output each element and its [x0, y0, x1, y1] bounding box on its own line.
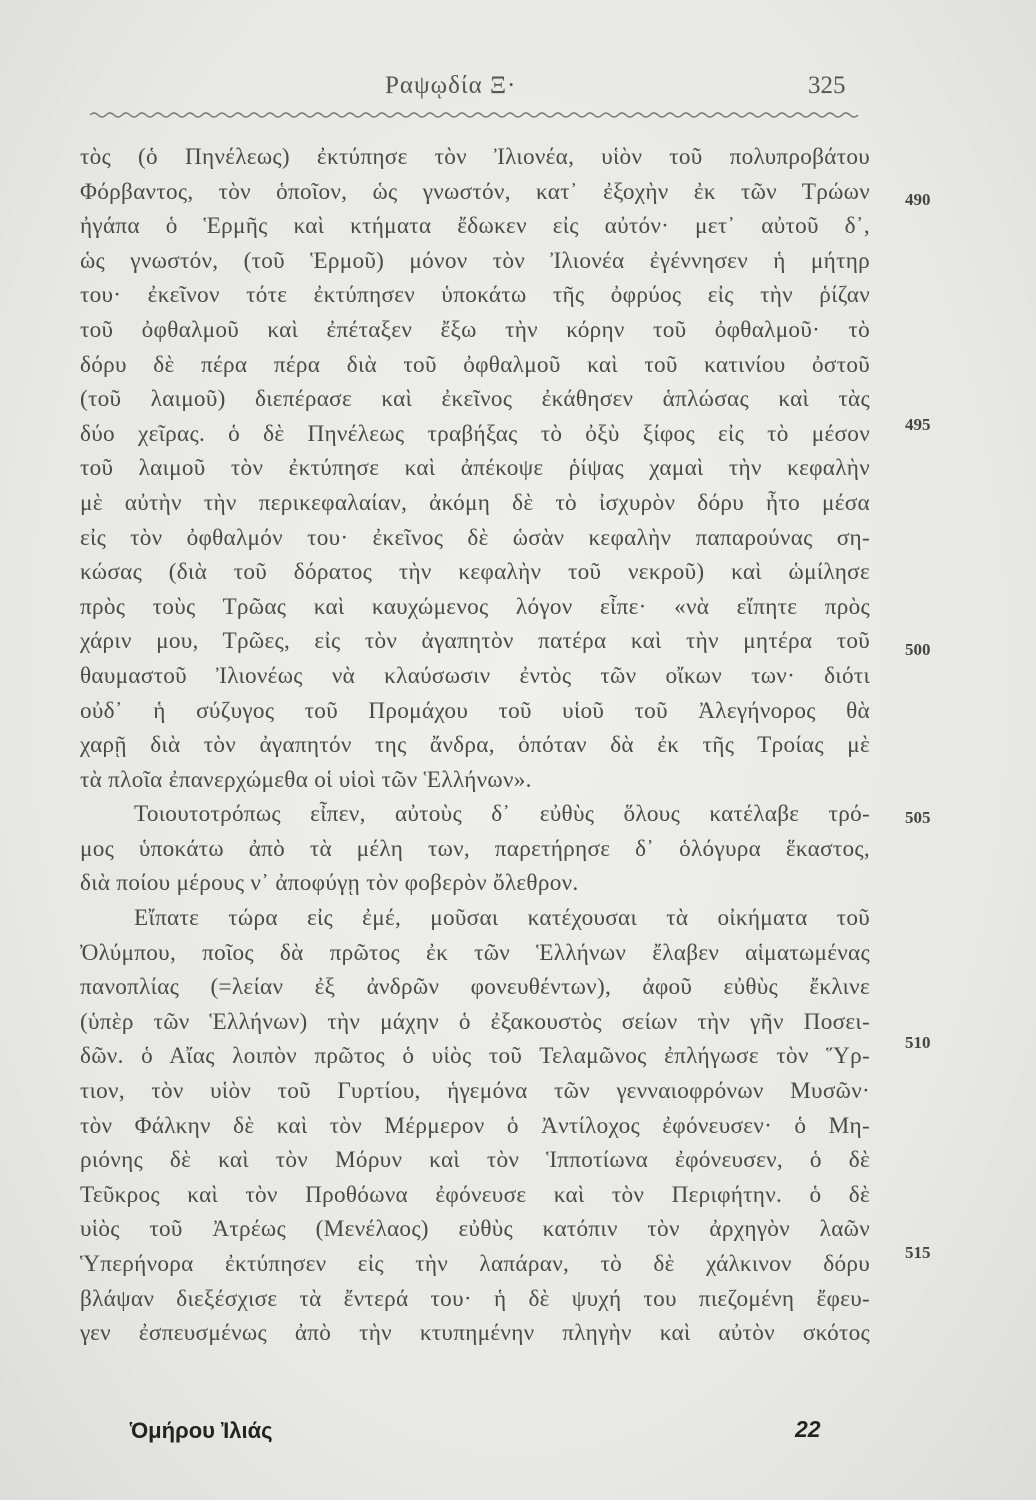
header-title: Ραψῳδία Ξ·: [385, 72, 517, 99]
page-number: 325: [808, 72, 846, 99]
footer-signature-number: 22: [795, 1416, 821, 1442]
text-line: ἠγάπα ὁ Ἑρμῆς καὶ κτήματα ἔδωκεν εἰς αὐτόν· μετ᾽ αὐτοῦ δ᾽,: [80, 213, 870, 240]
text-line: χαρῇ διὰ τὸν ἀγαπητόν της ἄνδρα, ὁπόταν δὰ ἐκ τῆς Τροίας μὲ: [80, 732, 870, 759]
running-header: [0, 68, 1036, 108]
text-line: οὐδ᾽ ἡ σύζυγος τοῦ Προμάχου τοῦ υἱοῦ τοῦ Ἀλεγήνορος θὰ: [80, 697, 870, 724]
text-line: κώσας (διὰ τοῦ δόρατος τὴν κεφαλὴν τοῦ νεκροῦ) καὶ ὡμίλησε: [80, 559, 870, 586]
text-line: μὲ αὐτὴν τὴν περικεφαλαίαν, ἀκόμη δὲ τὸ ἰσχυρὸν δόρυ ἦτο μέσα: [80, 489, 870, 516]
text-line: (ὑπὲρ τῶν Ἑλλήνων) τὴν μάχην ὁ ἐξακουστὸς σείων τὴν γῆν Ποσει-: [80, 1008, 870, 1035]
text-line: τοῦ ὀφθαλμοῦ καὶ ἐπέταξεν ἔξω τὴν κόρην τοῦ ὀφθαλμοῦ· τὸ: [80, 316, 870, 343]
text-line: πρὸς τοὺς Τρῶας καὶ καυχώμενος λόγον εἶπε· «νὰ εἴπητε πρὸς: [80, 593, 870, 620]
line-number-490: 490: [905, 190, 931, 209]
text-line: (τοῦ λαιμοῦ) διεπέρασε καὶ ἐκεῖνος ἐκάθησεν ἁπλώσας καὶ τὰς: [80, 386, 870, 413]
header-wavy-rule: [90, 110, 860, 120]
text-line: τιον, τὸν υἱὸν τοῦ Γυρτίου, ἡγεμόνα τῶν γενναιοφρόνων Μυσῶν·: [80, 1078, 870, 1105]
line-number-510: 510: [905, 1033, 931, 1052]
text-line: ὡς γνωστόν, (τοῦ Ἑρμοῦ) μόνον τὸν Ἰλιονέα ἐγέννησεν ἡ μήτηρ: [80, 247, 870, 274]
footer-book-title: Ὁμήρου Ἰλιάς: [130, 1418, 273, 1443]
text-line: δῶν. ὁ Αἴας λοιπὸν πρῶτος ὁ υἱὸς τοῦ Τελαμῶνος ἐπλήγωσε τὸν Ὕρ-: [80, 1043, 870, 1070]
text-line: τὸν Φάλκην δὲ καὶ τὸν Μέρμερον ὁ Ἀντίλοχος ἐφόνευσεν· ὁ Μη-: [80, 1112, 870, 1139]
text-line: υἱὸς τοῦ Ἀτρέως (Μενέλαος) εὐθὺς κατόπιν τὸν ἀρχηγὸν λαῶν: [80, 1216, 870, 1243]
text-line: ριόνης δὲ καὶ τὸν Μόρυν καὶ τὸν Ἱπποτίωνα ἐφόνευσεν, ὁ δὲ: [80, 1147, 870, 1174]
text-line: τὰ πλοῖα ἐπανερχώμεθα οἱ υἱοὶ τῶν Ἑλλήνων».: [80, 766, 532, 793]
text-line: διὰ ποίου μέρους ν᾽ ἀποφύγῃ τὸν φοβερὸν ὄλεθρον.: [80, 870, 579, 897]
text-line: του· ἐκεῖνον τότε ἐκτύπησεν ὑποκάτω τῆς ὀφρύος εἰς τὴν ῥίζαν: [80, 282, 870, 309]
text-line: Φόρβαντος, τὸν ὁποῖον, ὡς γνωστόν, κατ᾽ ἐξοχὴν ἐκ τῶν Τρώων: [80, 178, 870, 205]
text-line: γεν ἐσπευσμένως ἀπὸ τὴν κτυπημένην πληγὴν καὶ αὐτὸν σκότος: [80, 1320, 870, 1347]
body-text: [80, 140, 870, 1351]
line-number-500: 500: [905, 640, 931, 659]
text-line: τοῦ λαιμοῦ τὸν ἐκτύπησε καὶ ἀπέκοψε ῥίψας χαμαὶ τὴν κεφαλὴν: [80, 455, 870, 482]
text-line: χάριν μου, Τρῶες, εἰς τὸν ἀγαπητὸν πατέρα καὶ τὴν μητέρα τοῦ: [80, 628, 870, 655]
text-line: Ὑπερήνορα ἐκτύπησεν εἰς τὴν λαπάραν, τὸ δὲ χάλκινον δόρυ: [80, 1251, 870, 1277]
text-line: Τοιουτοτρόπως εἶπεν, αὐτοὺς δ᾽ εὐθὺς ὅλους κατέλαβε τρό-: [134, 801, 870, 828]
line-number-515: 515: [905, 1243, 931, 1262]
text-line: Εἴπατε τώρα εἰς ἐμέ, μοῦσαι κατέχουσαι τὰ οἰκήματα τοῦ: [134, 905, 870, 932]
text-line: θαυμαστοῦ Ἰλιονέως νὰ κλαύσωσιν ἐντὸς τῶν οἴκων των· διότι: [80, 662, 870, 689]
line-number-505: 505: [905, 808, 931, 827]
text-line: μος ὑποκάτω ἀπὸ τὰ μέλη των, παρετήρησε δ᾽ ὁλόγυρα ἕκαστος,: [80, 835, 870, 862]
text-line: δόρυ δὲ πέρα πέρα διὰ τοῦ ὀφθαλμοῦ καὶ τοῦ κατινίου ὀστοῦ: [80, 351, 870, 378]
text-line: δύο χεῖρας. ὁ δὲ Πηνέλεως τραβήξας τὸ ὀξὺ ξίφος εἰς τὸ μέσον: [80, 420, 870, 447]
text-line: εἰς τὸν ὀφθαλμόν του· ἐκεῖνος δὲ ὡσὰν κεφαλὴν παπαρούνας ση-: [80, 524, 870, 551]
line-number-495: 495: [905, 415, 931, 434]
text-line: Τεῦκρος καὶ τὸν Προθόωνα ἐφόνευσε καὶ τὸν Περιφήτην. ὁ δὲ: [80, 1181, 870, 1208]
text-line: Ὀλύμπου, ποῖος δὰ πρῶτος ἐκ τῶν Ἑλλήνων ἔλαβεν αἱματωμένας: [80, 939, 870, 966]
text-line: πανοπλίας (=λείαν ἐξ ἀνδρῶν φονευθέντων), ἀφοῦ εὐθὺς ἔκλινε: [80, 974, 870, 1001]
text-line: βλάψαν διεξέσχισε τὰ ἔντερά του· ἡ δὲ ψυχή του πιεζομένη ἔφευ-: [80, 1285, 870, 1312]
text-line: τὸς (ὁ Πηνέλεως) ἐκτύπησε τὸν Ἰλιονέα, υἱὸν τοῦ πολυπροβάτου: [80, 144, 870, 170]
